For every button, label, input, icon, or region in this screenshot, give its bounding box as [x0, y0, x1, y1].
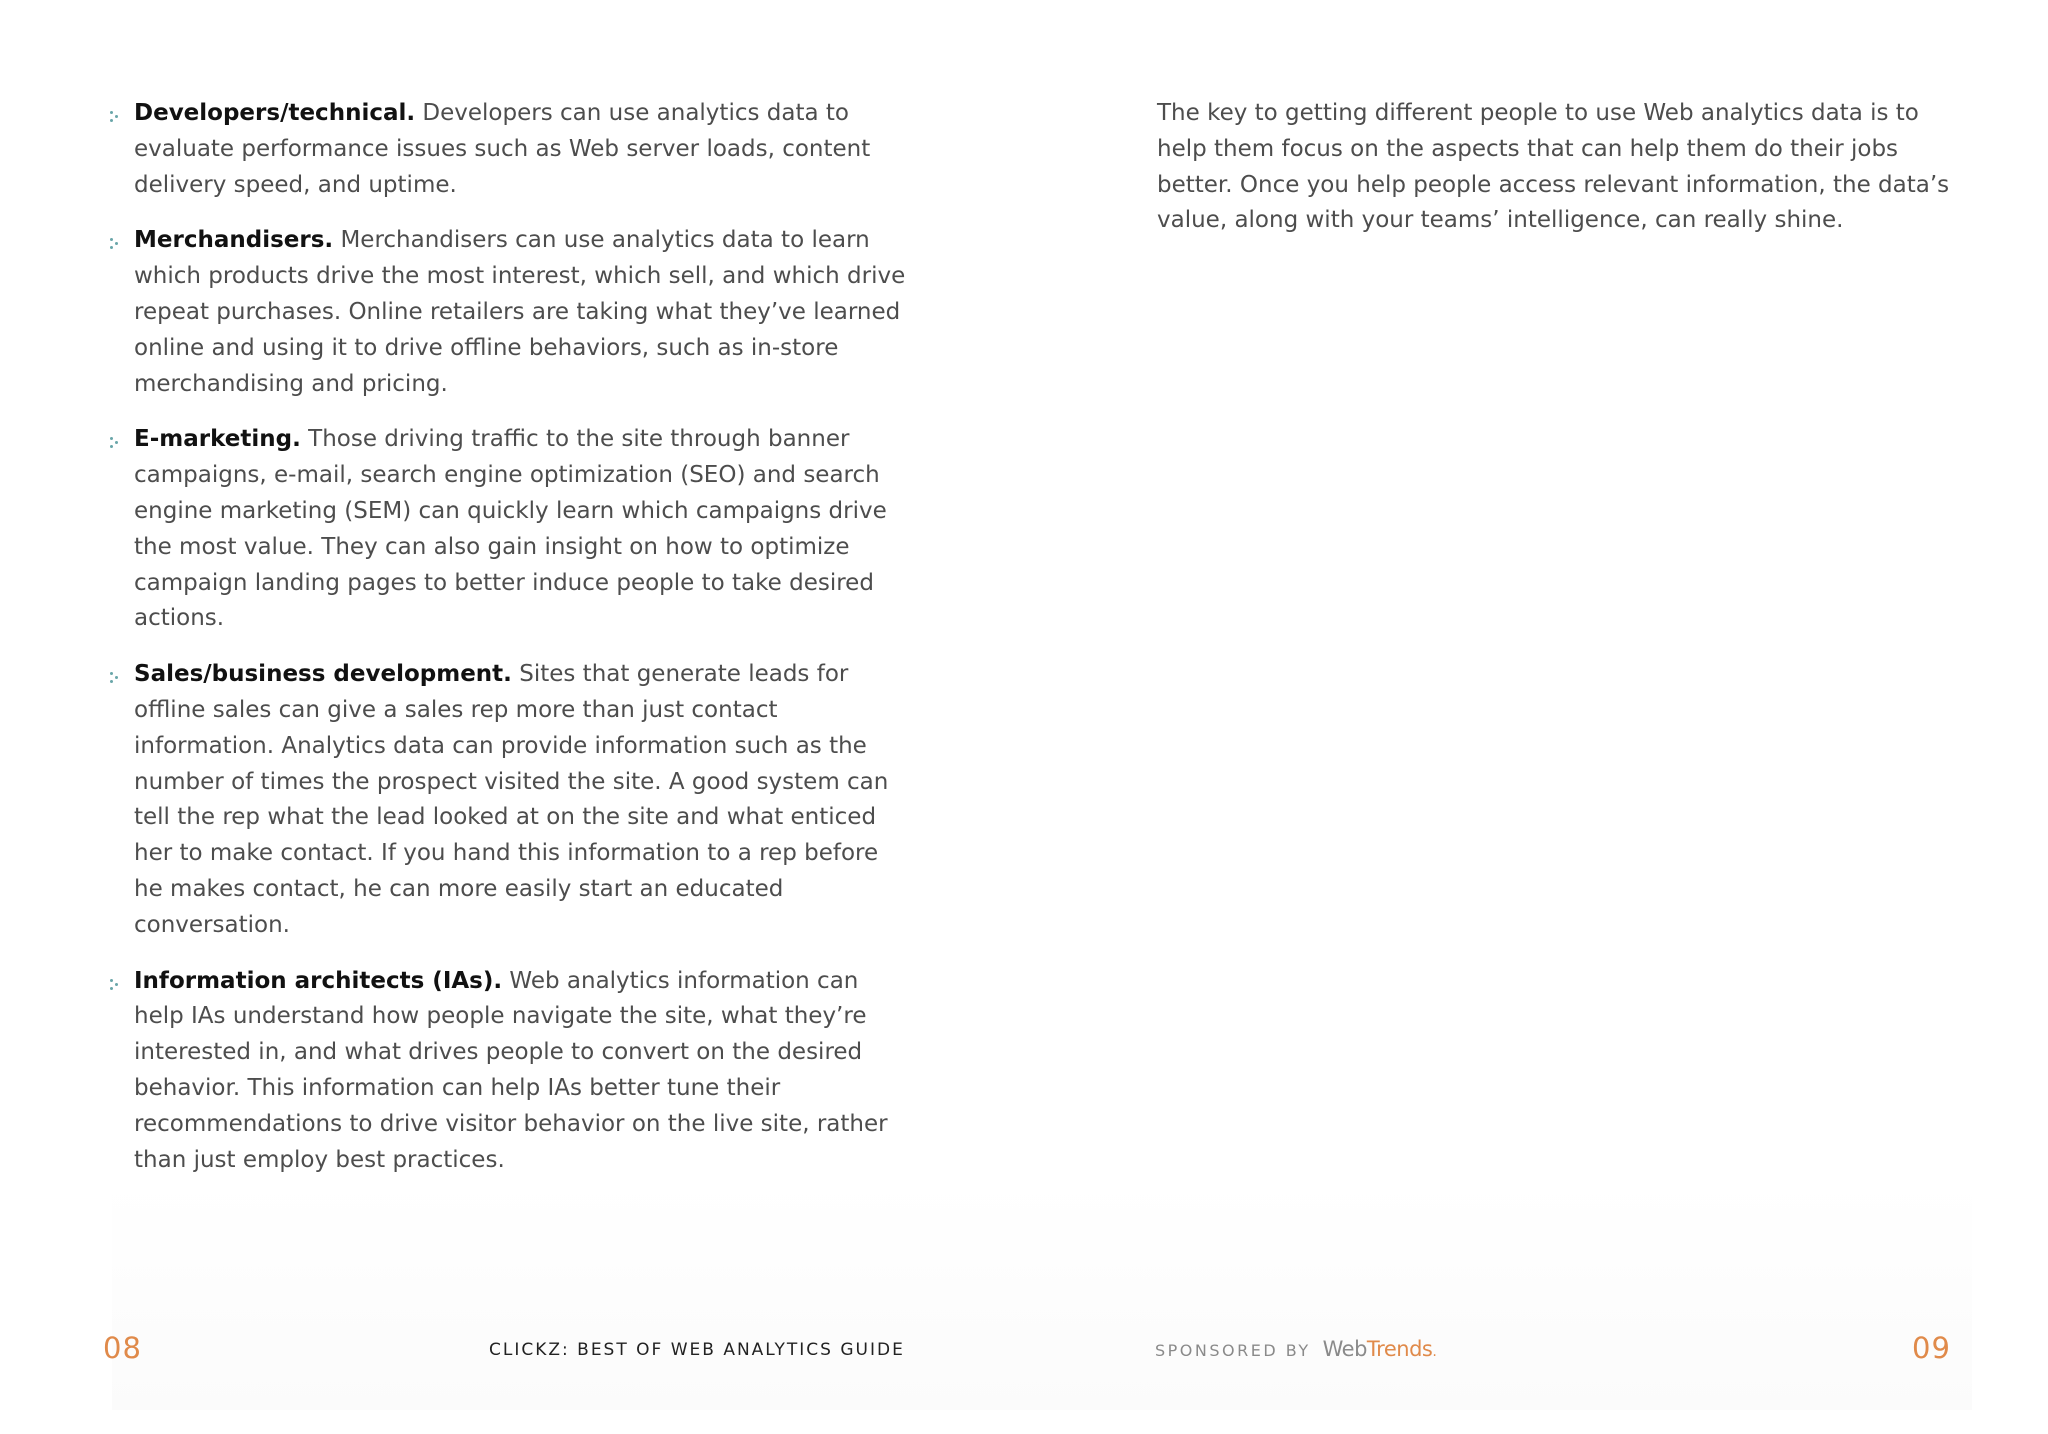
guide-title: CLICKZ: BEST OF WEB ANALYTICS GUIDE	[489, 1340, 905, 1360]
list-item	[110, 223, 910, 402]
logo-dot: .	[1432, 1344, 1437, 1360]
sponsor-credit	[1155, 1337, 1436, 1361]
role-bullet-list	[110, 96, 910, 1178]
list-item	[110, 96, 910, 203]
bullet-term: Sales/business development.	[134, 661, 512, 688]
bullet-term: Information architects (IAs).	[134, 967, 503, 994]
bullet-term: Developers/technical.	[134, 100, 416, 126]
dotted-chevron-icon	[110, 672, 122, 684]
bullet-text: Sites that generate leads for offline sales can give a sales rep more than just contact information. Analytics data can provide information such as the number of times the prospect visited the site. A good system can tell the rep what the lead looked at on the site and what enticed her to make contact. If you hand this information to a rep before he makes contact, he can more easily start an educated conversation.	[134, 661, 889, 938]
bullet-text: Those driving traffic to the site through banner campaigns, e-mail, search engine optimization (SEO) and search engine marketing (SEM) can quickly learn which campaigns drive the most value. They can also gain insight on how to optimize campaign landing pages to better induce people to take desired actions.	[134, 426, 887, 632]
bullet-text: Merchandisers can use analytics data to learn which products drive the most interest, which sell, and which drive repeat purchases. Online retailers are taking what they’ve learned online and using it to drive offline behaviors, such as in-store merchandising and pricing.	[134, 227, 906, 397]
bullet-term: E-marketing.	[134, 426, 301, 453]
closing-paragraph: The key to getting different people to use Web analytics data is to help them focus on the aspects that can help them do their jobs better. Once you help people access relevant information, the data’s value, along with your teams’ intelligence, can really shine.	[1157, 100, 1950, 234]
webtrends-logo	[1323, 1337, 1437, 1361]
dotted-chevron-icon	[110, 238, 122, 250]
list-item	[110, 657, 910, 943]
logo-trends-text: Trends	[1366, 1337, 1433, 1361]
dotted-chevron-icon	[110, 111, 122, 123]
bullet-term: Merchandisers.	[134, 227, 334, 254]
list-item	[110, 964, 910, 1179]
left-page-number: 08	[103, 1331, 142, 1365]
logo-web-text: Web	[1322, 1337, 1367, 1361]
dotted-chevron-icon	[110, 437, 122, 449]
right-page-number: 09	[1912, 1331, 1951, 1365]
bullet-text: Web analytics information can help IAs understand how people navigate the site, what they’re interested in, and what drives people to convert on the desired behavior. This information can help IAs better tune their recommendations to drive visitor behavior on the live site, rather than just employ best practices.	[134, 967, 888, 1173]
bullet-text: Developers can use analytics data to evaluate performance issues such as Web server loads, content delivery speed, and uptime.	[134, 100, 871, 198]
left-column	[110, 96, 910, 1198]
list-item	[110, 422, 910, 637]
right-column	[1157, 96, 1957, 239]
page-shade	[112, 1180, 1972, 1410]
dotted-chevron-icon	[110, 979, 122, 991]
sponsored-by-label: SPONSORED BY	[1155, 1341, 1311, 1360]
